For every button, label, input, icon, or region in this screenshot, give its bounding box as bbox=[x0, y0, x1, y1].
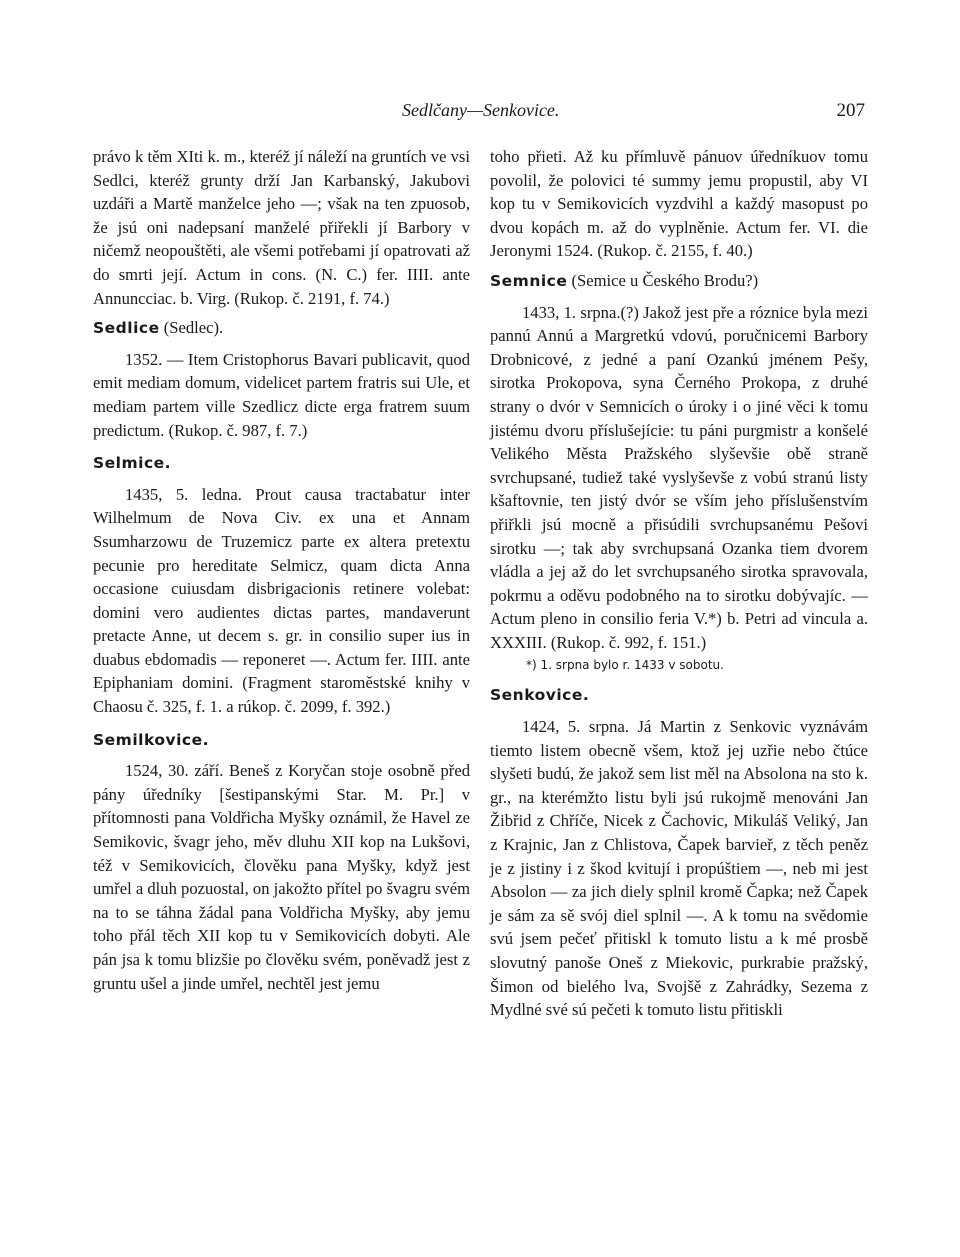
footnote: *) 1. srpna bylo r. 1433 v sobotu. bbox=[526, 658, 724, 673]
entry-heading-line bbox=[93, 316, 470, 341]
page-number: 207 bbox=[836, 100, 865, 121]
page-header bbox=[0, 100, 960, 130]
entry-heading: Sedlice bbox=[93, 319, 160, 338]
entry-heading-note: (Semice u Českého Brodu?) bbox=[571, 270, 759, 290]
entry-heading-line bbox=[490, 269, 868, 294]
paragraph: 1524, 30. září. Beneš z Koryčan stoje osobně před pány úředníky [šestipanskými Star. M. Pr.] v přítomnosti pana Voldřicha Myšky oznámil, že Havel ze Semikovic, švagr jeho, měv dluhu XII kop na Lukšovi, též v Semikovicích, člověku pana Myšky, když jest umřel a dluh pozuostal, on jakožto přítel po švagru svém na to se táhna žádal pana Voldřicha Myšky, aby jemu toho přál těch XII kop tu v Semikovicích dobyti. Ale pán jsa k tomu blizšie po člověku svém, poněvadž jest z gruntu ušel a jinde umřel, nechtěl jest jemu bbox=[93, 761, 470, 993]
entry-heading-line bbox=[490, 683, 868, 708]
entry-heading: Senkovice. bbox=[490, 686, 590, 705]
entry-heading: Semilkovice. bbox=[93, 730, 209, 749]
paragraph: 1424, 5. srpna. Já Martin z Senkovic vyznávám tiemto listem obecně všem, ktož jej uzřie nebo čtúce slyšeti budú, že jakož sem list měl na Absolona na sto k. gr., na kterémžto listu byli jsú rukojmě menováni Jan Žibřid z Chříče, Nicek z Čachovic, Mikuláš Veliký, Jan z Krajnic, Jan z Chlistova, Čapek barvieř, z těch peněz je z jistiny i z škod kvitují i propúštiem —, neb mi jest Absolon — za jich diely splnil kromě Čapka; než Čapek je sám za sě svój diel splnil —. A k tomu na svědomie svú jsem pečeť přitiskl k tomuto listu a k mé prosbě slovutný panoše Oneš z Miekovic, purkrabie pražský, Šimon od bielého lva, Svojšě z Zahrádky, Sezema z Mydlné své sú pečeti k tomuto listu přitiskli bbox=[490, 717, 868, 1020]
left-column bbox=[93, 145, 470, 995]
entry-heading: Semnice bbox=[490, 271, 568, 290]
paragraph: toho přieti. Až ku přímluvě pánuov úředníkuov tomu povolil, že polovici té summy jemu propustil, aby VI kop tu v Semikovicích vyzdvihl a každý masopust po dvou kopách m. až do vyplněnie. Actum fer. VI. die Jeronymi 1524. (Rukop. č. 2155, f. 40.) bbox=[490, 147, 868, 261]
paragraph: 1352. — Item Cristophorus Bavari publicavit, quod emit mediam domum, videlicet partem fratris sui Ule, et mediam partem ville Szedlicz dicte erga fratrem suum predictum. (Rukop. č. 987, f. 7.) bbox=[93, 349, 470, 440]
paragraph: 1433, 1. srpna.(?) Jakož jest pře a róznice byla mezi pannú Annú a Margretkú vdovú, poručnicemi Barbory Drobnicové, z jedné a paní Ozankú jménem Pešy, sirotka Prokopova, syna Černého Prokopa, z druhé strany o dvór v Semnicích o úroky i o jiné věci k tomu jistému dvoru příslušejície: tu páni purgmistr a konšelé Velikého Města Pražského slyševšie obě straně svrchupsané, tudiež také vyslyševše z vobú stranú listy kšaftovnie, ten jistý dvór se vším jeho příslušenstvím přiřkli jsú mocně a přisúdili svrchupsanému Pešovi sirotku —; tak aby svrchupsaná Ozanka tiem dvorem vládla a jej až do let svrchupsaného sirotka spravovala, pokrmu a oděvu podobného na to sirotku dobývajíc. — Actum pleno in consilio feria V.*) b. Petri ad vincula a. XXXIII. (Rukop. č. 992, f. 151.) bbox=[490, 302, 868, 652]
entry-heading-line bbox=[93, 451, 470, 476]
entry-heading-line bbox=[93, 728, 470, 753]
paragraph: 1435, 5. ledna. Prout causa tractabatur inter Wilhelmum de Nova Civ. ex una et Annam Ssumharzowu de Truzemicz parte ex altera pretextu pecunie pro hereditate Selmicz, quam dicta Anna occasione cuiusdam disbrigacionis retinere volebat: domini vero audientes dictas partes, mandaverunt pretacte Anne, ut decem s. gr. in consilio super ius in duabus ebdomadis — reponeret —. Actum fer. IIII. ante Epiphaniam domini. (Fragment staroměstské knihy v Chaosu č. 325, f. 1. a rúkop. č. 2099, f. 392.) bbox=[93, 484, 470, 717]
paragraph: právo k těm XIti k. m., kteréž jí náleží na gruntích ve vsi Sedlci, kteréž grunty drží Jan Karbanský, Jakubovi uzdáři a Martě manželce jeho —; však na ten zpuosob, že jsú oni nadepsaní manželé přiřekli jí Barbory v ničemž neopouštěti, ale všemi potřebami jí opatrovati až do smrti její. Actum in cons. (N. C.) fer. IIII. ante Annuncciac. b. Virg. (Rukop. č. 2191, f. 74.) bbox=[93, 147, 470, 308]
right-column bbox=[490, 145, 868, 1022]
entry-heading: Selmice. bbox=[93, 454, 172, 473]
running-title: Sedlčany—Senkovice. bbox=[402, 100, 560, 120]
entry-heading-note: (Sedlec). bbox=[163, 318, 224, 338]
